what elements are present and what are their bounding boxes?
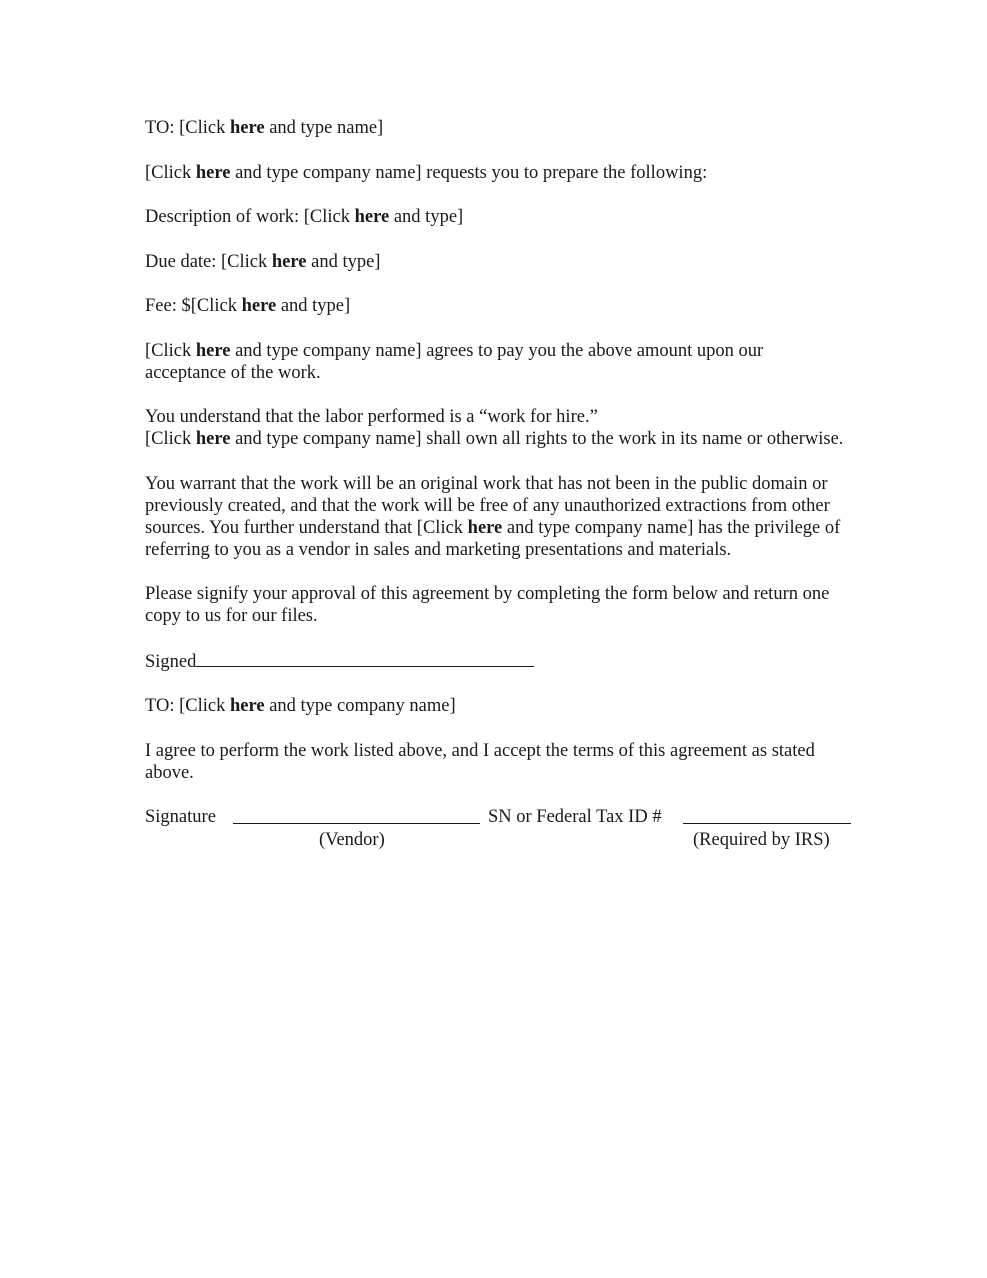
warranty-here-link[interactable]: here (467, 517, 503, 538)
to-name-prefix: TO: [Click (145, 118, 230, 138)
due-date-here-link[interactable]: here (271, 251, 307, 272)
rights-prefix: [Click (145, 429, 196, 449)
work-for-hire-line: You understand that the labor performed is a “work for hire.” (145, 407, 598, 427)
description-prefix: Description of work: [Click (145, 207, 355, 227)
to-name-here-link[interactable]: here (229, 118, 265, 138)
signed-line (145, 650, 845, 673)
warranty-paragraph (145, 473, 845, 561)
request-prefix: [Click (145, 162, 196, 183)
description-line (145, 206, 845, 228)
payment-here-link[interactable]: here (195, 340, 231, 361)
request-line (145, 162, 845, 184)
approval-paragraph: Please signify your approval of this agreement by completing the form below and return one copy to us for our files. (145, 584, 830, 626)
to-name-suffix: and type name] (264, 118, 384, 138)
request-suffix: and type company name] requests you to prepare the following: (230, 162, 708, 183)
due-date-suffix: and type] (306, 251, 381, 272)
to-company-here-link[interactable]: here (229, 696, 265, 716)
request-here-link[interactable]: here (195, 162, 231, 183)
irs-caption: (Required by IRS) (693, 830, 830, 850)
tax-id-label: SN or Federal Tax ID # (488, 807, 662, 827)
rights-suffix: and type company name] shall own all rights to the work in its name or otherwise. (230, 429, 844, 449)
letter-body (145, 117, 845, 854)
fee-line (145, 295, 845, 317)
payment-suffix: and type company name] agrees to pay you the above amount upon our acceptance of the work. (145, 340, 764, 383)
vendor-caption: (Vendor) (319, 830, 385, 850)
tax-id-field[interactable] (683, 823, 851, 824)
signed-label: Signed (145, 651, 197, 672)
signed-signature-field[interactable] (196, 650, 534, 667)
agree-paragraph: I agree to perform the work listed above, and I accept the terms of this agreement as stated above. (145, 740, 815, 783)
due-date-line (145, 251, 845, 273)
fee-here-link[interactable]: here (241, 296, 277, 316)
due-date-prefix: Due date: [Click (145, 251, 272, 272)
rights-here-link[interactable]: here (195, 429, 231, 449)
signature-label: Signature (145, 807, 216, 827)
fee-suffix: and type] (276, 296, 351, 316)
signature-row (145, 806, 845, 854)
vendor-signature-field[interactable] (233, 823, 480, 824)
description-suffix: and type] (389, 207, 464, 227)
description-here-link[interactable]: here (354, 207, 390, 227)
rights-paragraph (145, 428, 845, 450)
warranty-prefix: You warrant that the work will be an original work that has not been in the public domain or previously created, and that the work will be free of any unauthorized extractions from other sources. You further understand that [Click (145, 473, 830, 538)
to-company-suffix: and type company name] (264, 696, 456, 716)
to-company-prefix: TO: [Click (145, 696, 230, 716)
to-company-line (145, 695, 845, 717)
payment-prefix: [Click (145, 340, 196, 361)
to-name-line (145, 117, 845, 139)
payment-paragraph (145, 340, 845, 384)
fee-prefix: Fee: $[Click (145, 296, 242, 316)
warranty-suffix: and type company name] has the privilege of referring to you as a vendor in sales and marketing presentations and materials. (145, 517, 841, 560)
